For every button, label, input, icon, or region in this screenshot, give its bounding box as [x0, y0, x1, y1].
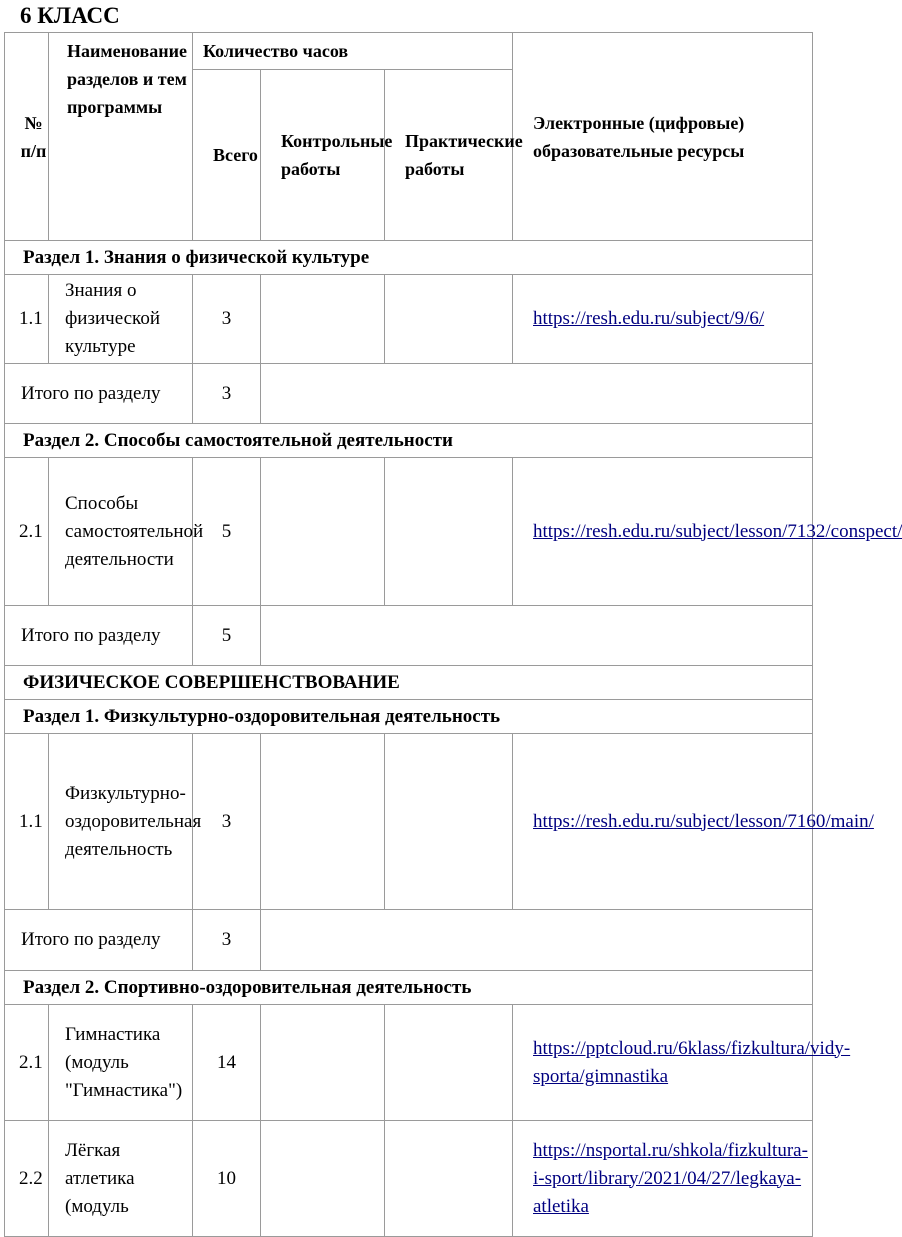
header-row	[5, 33, 813, 70]
table-row	[5, 458, 813, 606]
row-control-works	[261, 734, 385, 910]
resource-link[interactable]: https://resh.edu.ru/subject/9/6/	[533, 308, 765, 329]
row-number: 2.1	[5, 1005, 49, 1121]
subtotal-empty	[261, 910, 813, 971]
table-row	[5, 1121, 813, 1237]
resource-link[interactable]: https://nsportal.ru/shkola/fizkultura-i-sport/library/2021/04/27/legkaya-atletika	[533, 1139, 808, 1217]
row-practical-works	[385, 458, 513, 606]
row-total-hours: 5	[193, 458, 261, 606]
header-section-name: Наименование разделов и тем программы	[49, 33, 193, 241]
row-practical-works	[385, 734, 513, 910]
row-practical-works	[385, 275, 513, 364]
header-number: № п/п	[5, 33, 49, 241]
section-title: Раздел 2. Спортивно-оздоровительная деятельность	[5, 971, 813, 1005]
section-title: Раздел 1. Физкультурно-оздоровительная деятельность	[5, 700, 813, 734]
subtotal-hours: 3	[193, 910, 261, 971]
section-title: Раздел 1. Знания о физической культуре	[5, 241, 813, 275]
resource-link[interactable]: https://resh.edu.ru/subject/lesson/7160/main/	[533, 810, 874, 832]
page-title: 6 КЛАСС	[20, 3, 120, 28]
section-row	[5, 700, 813, 734]
section-row	[5, 971, 813, 1005]
row-number: 1.1	[5, 734, 49, 910]
row-resource	[513, 275, 813, 364]
subtotal-label: Итого по разделу	[5, 364, 193, 424]
header-control-works: Контрольные работы	[261, 70, 385, 241]
header-resources: Электронные (цифровые) образовательные ресурсы	[513, 33, 813, 241]
curriculum-table	[4, 32, 902, 1237]
part-row	[5, 666, 813, 700]
section-title: Раздел 2. Способы самостоятельной деятельности	[5, 424, 813, 458]
subtotal-label: Итого по разделу	[5, 910, 193, 971]
row-resource	[513, 458, 902, 606]
row-total-hours: 14	[193, 1005, 261, 1121]
table-row	[5, 734, 813, 910]
row-name: Физкультурно-оздоровительная деятельность	[49, 734, 193, 910]
row-resource	[513, 1005, 851, 1121]
row-resource	[513, 734, 874, 910]
row-total-hours: 10	[193, 1121, 261, 1237]
subtotal-empty	[261, 364, 813, 424]
header-practical-works: Практические работы	[385, 70, 513, 241]
row-name: Способы самостоятельной деятельности	[49, 458, 193, 606]
row-control-works	[261, 275, 385, 364]
row-total-hours: 3	[193, 734, 261, 910]
table-row	[5, 1005, 813, 1121]
subtotal-label: Итого по разделу	[5, 606, 193, 666]
subtotal-row	[5, 364, 813, 424]
header-total: Всего	[193, 70, 261, 241]
row-total-hours: 3	[193, 275, 261, 364]
header-hours-count: Количество часов	[193, 33, 513, 70]
subtotal-hours: 3	[193, 364, 261, 424]
subtotal-empty	[261, 606, 813, 666]
row-number: 2.2	[5, 1121, 49, 1237]
row-control-works	[261, 1121, 385, 1237]
row-practical-works	[385, 1005, 513, 1121]
section-row	[5, 241, 813, 275]
subtotal-row	[5, 910, 813, 971]
resource-link[interactable]: https://pptcloud.ru/6klass/fizkultura/vidy-sporta/gimnastika	[533, 1037, 851, 1087]
row-practical-works	[385, 1121, 513, 1237]
part-title: ФИЗИЧЕСКОЕ СОВЕРШЕНСТВОВАНИЕ	[5, 666, 813, 700]
row-number: 1.1	[5, 275, 49, 364]
subtotal-row	[5, 606, 813, 666]
row-resource	[513, 1121, 813, 1237]
row-name: Лёгкая атлетика (модуль	[49, 1121, 193, 1237]
row-control-works	[261, 458, 385, 606]
subtotal-hours: 5	[193, 606, 261, 666]
row-control-works	[261, 1005, 385, 1121]
row-name: Знания о физической культуре	[49, 275, 193, 364]
section-row	[5, 424, 813, 458]
table-row	[5, 275, 813, 364]
row-name: Гимнастика (модуль "Гимнастика")	[49, 1005, 193, 1121]
resource-link[interactable]: https://resh.edu.ru/subject/lesson/7132/conspect/	[533, 520, 902, 542]
row-number: 2.1	[5, 458, 49, 606]
